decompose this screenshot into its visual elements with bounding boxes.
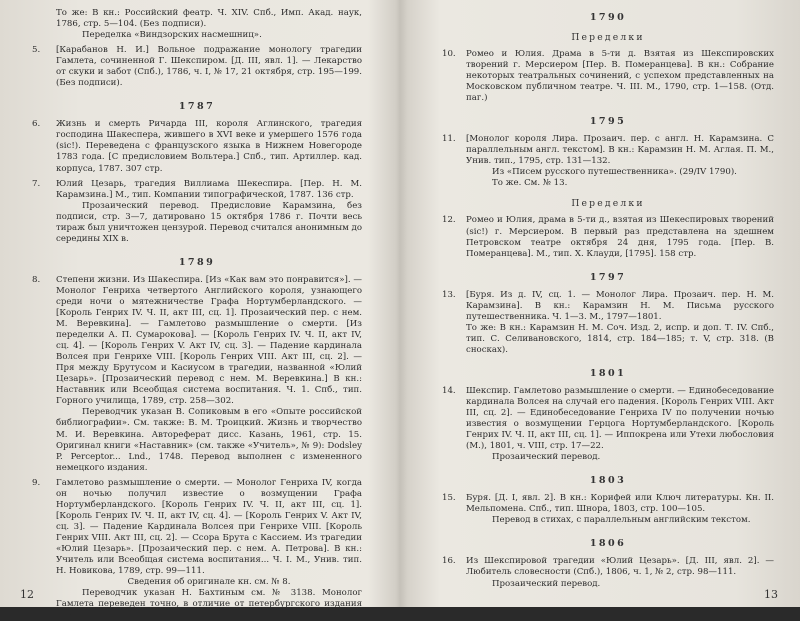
entry-text: Гамлетово размышление о смерти. — Монолог Генриха IV, когда он ночью получил известие о возмущении Графа Нортумберландского. [Король Генрих IV. Ч. II, акт III, сц. 1]. [Король Генрих IV. Ч. II, акт IV, сц. 4]. — [Король Генрих V. Акт IV, сц. 3]. — Падение Кардинала Волсея при Генрихе VIII. [Король Генрих VIII. Акт III, сц. 2]. — Ссора Брута с Кассием. Из трагедии «Юлий Цезарь». [Прозаический пер. с нем. А. Петрова]. В кн.: Учитель или Всеобщая система воспитания... Ч. I. М., Унив. тип. Н. Новикова, 1789, стр. 99—111. (56, 477, 362, 577)
entry-note: Прозаический перевод. (492, 578, 601, 589)
entry-note: Прозаический перевод. Предисловие Карамзина, без подписи, стр. 3—7, датировано 15 октября 1786 г. Почти весь тираж был уничтожен цензурой. Перевод считался анонимным до середины XIX в. (56, 200, 362, 244)
entry-7 (32, 179, 362, 245)
entry-text: Ромео и Юлия, драма в 5-ти д., взятая из Шекеспировых творений (sic!) г. Мерсиером. В первый раз представлена на здешнем Петровском театре октября 24 дня, 1795 года. [Пер. В. Померанцева]. М., тип. Х. Клауди, [1795]. 158 стр. (466, 215, 774, 259)
entry-text: [Карабанов Н. И.] Вольное подражание монологу трагедии Гамлета, сочиненной Г. Шекспиром. [Д. III, явл. 1]. — Лекарство от скуки и забот (Спб.), 1786, ч. I, № 17, 21 октября, стр. 195—199. (Без подписи). (56, 45, 362, 89)
entry-text: Буря. [Д. I, явл. 2]. В кн.: Корифей или Ключ литературы. Кн. II. Мельпомена. Спб., тип. Шнора, 1803, стр. 100—105. (466, 493, 774, 515)
entry-note: Прозаический перевод. (492, 452, 601, 463)
entry-text: Шекспир. Гамлетово размышление о смерти. — Единобеседование кардинала Волсея на случай его падения. [Король Генрих VIII. Акт III, сц. 2]. — Единобеседование Генриха IV по получении ночью известия о возмущении Герцога Нортумберландского. [Король Генрих IV. Ч. II, акт III, сц. 1]. — Иппокрена или Утехи любословия (М.), 1801, ч. VIII, стр. 17—22. (466, 385, 774, 452)
entry-10 (442, 49, 774, 104)
entry-15 (442, 493, 774, 526)
page-number: 13 (764, 588, 778, 601)
entry-note: Переводчик указан В. Сопиковым в его «Опыте российской библиографии». См. также: В. М. Троицкий. Жизнь и творчество М. И. Веревкина. Автореферат дисс. Казань, 1961, стр. 15. Оригинал книги «Наставник» (см. также «Учитель», № 9): Dodsley P. Perceptor... Lnd., 1748. Перевод выполнен с измененного немецкого издания. (56, 407, 362, 473)
entry-number: 12. (442, 215, 456, 226)
section-heading: Переделки (571, 198, 645, 210)
entry-6 (32, 119, 362, 174)
entry-text: Степени жизни. Из Шакеспира. [Из «Как вам это понравится»]. — Монолог Генриха четвертого Английского короля, узнающего среди ночи о мятежничестве Графа Нортумберландского. — [Король Генрих IV. Ч. II, акт III, сц. 1]. Прозаический пер. с нем. М. Веревкина]. — Гамлетово размышление о смерти. [Из переделки А. П. Сумарокова]. — [Король Генрих IV. Ч. II, акт IV, сц. 4]. — [Король Генрих V. Акт IV, сц. 3]. — Падение кардинала Волсея при Генрихе VIII. [Король Генрих VIII. Акт III, сц. 2]. — Пря между Брутусом и Касиусом в трагедии, названной «Юлий Цезарь». [Прозаический перевод с нем. М. Веревкина.] В кн.: Наставник или Всеобщая система воспитания. Ч. 1. Спб., тип. Горного училища, 1789, стр. 258—302. (56, 274, 362, 407)
entry-16 (442, 556, 774, 589)
entry-text-2: То же: В кн.: Карамзин Н. М. Соч. Изд. 2, испр. и доп. Т. IV. Спб., тип. С. Селивановского, 1814, стр. 184—185; т. V, стр. 318. (В сносках). (466, 322, 774, 355)
entry-number: 14. (442, 385, 456, 396)
intro-note: Переделка «Виндзорских насмешниц». (82, 30, 262, 41)
section-heading: Переделки (571, 32, 645, 43)
entry-note-center: Сведения об оригинале кн. см. № 8. (127, 577, 291, 588)
entry-text: Ромео и Юлия. Драма в 5-ти д. Взятая из Шекспировских творений г. Мерсиером [Пер. В. Померанцева]. В кн.: Собрание некоторых театральных сочинений, с успехом представленных на Московском публичном театре. Ч. III. М., 1790, стр. 1—158. (Отд. паг.) (466, 49, 774, 104)
entry-number: 9. (32, 477, 41, 488)
right-page (402, 0, 800, 607)
entry-number: 6. (32, 119, 41, 130)
intro-entry (56, 8, 362, 41)
entry-number: 10. (442, 49, 456, 59)
left-page (0, 0, 398, 621)
page-number: 12 (20, 588, 34, 601)
year-heading-1790: 1790 (589, 12, 627, 23)
entry-text: Из Шекспировой трагедии «Юлий Цезарь». [Д. III, явл. 2]. — Любитель словесности (Спб.), 1806, ч. 1, № 2, стр. 98—111. (466, 556, 774, 578)
entry-9 (32, 478, 362, 621)
year-heading-1789: 1789 (178, 256, 216, 268)
entry-note: Из «Писем русского путешественника». (29/IV 1790). (492, 167, 737, 178)
entry-text: [Буря. Из д. IV, сц. 1. — Монолог Лира. Прозаич. пер. Н. М. Карамзина]. В кн.: Карамзин Н. М. Письма русского путешественника. Ч. 1—3. М., 1797—1801. (466, 289, 774, 322)
entry-number: 16. (442, 556, 456, 567)
entry-12 (442, 215, 774, 259)
year-heading-1803: 1803 (589, 475, 627, 487)
year-heading-1806: 1806 (589, 538, 627, 550)
entry-note-2: То же. См. № 13. (492, 178, 568, 189)
year-heading-1797: 1797 (589, 271, 627, 283)
entry-number: 15. (442, 493, 456, 504)
year-heading-1801: 1801 (589, 367, 627, 379)
entry-number: 11. (442, 134, 456, 145)
entry-note: Переводчик указан Н. Бахтиным см. № 3138. Монолог Гамлета переведен точно, в отличие от петербургского издания книги. (56, 588, 362, 621)
entry-text: [Монолог короля Лира. Прозаич. пер. с англ. Н. Карамзина. С параллельным англ. текстом]. В кн.: Карамзин Н. М. Аглая. П. М., Унив. тип., 1795, стр. 131—132. (466, 134, 774, 167)
intro-line: То же: В кн.: Российский феатр. Ч. XIV. Спб., Имп. Акад. наук, 1786, стр. 5—104. (Без подписи). (56, 8, 362, 30)
entry-number: 13. (442, 289, 456, 300)
entry-14 (442, 386, 774, 463)
entry-number: 5. (32, 45, 41, 56)
entry-11 (442, 134, 774, 189)
entry-8 (32, 275, 362, 474)
entry-text: Юлий Цезарь, трагедия Виллиама Шекеспира. [Пер. Н. М. Карамзина.] М., тип. Компании типографической, 1787. 136 стр. (56, 178, 362, 200)
entry-13 (442, 290, 774, 356)
entry-note: Перевод в стихах, с параллельным английским текстом. (492, 515, 751, 526)
entry-text: Жизнь и смерть Ричарда III, короля Аглинского, трагедия господина Шакеспера, жившего в XVI веке и умершего 1576 года (sic!). Переведена с французского языка в Нижнем Новегороде 1783 года. [С предисловием Вольтера.] Спб., тип. Артиллер. кад. корпуса, 1787. 307 стр. (56, 119, 362, 174)
entry-5 (32, 45, 362, 89)
year-heading-1787: 1787 (178, 101, 216, 113)
entry-number: 7. (32, 178, 41, 189)
year-heading-1795: 1795 (589, 116, 627, 128)
entry-number: 8. (32, 274, 41, 285)
